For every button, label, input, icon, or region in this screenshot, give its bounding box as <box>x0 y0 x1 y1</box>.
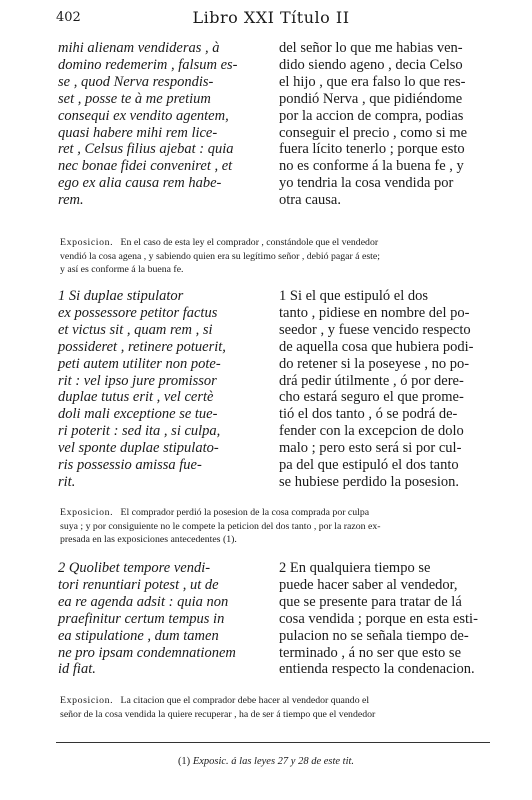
exposicion-1 <box>60 506 490 547</box>
footnote <box>0 756 532 767</box>
latin-line: et victus sit , quam rem , si <box>58 321 213 338</box>
spanish-line: do retener si la poseyese , no po- <box>279 355 470 372</box>
latin-line: se , quod Nerva respondis- <box>58 73 214 90</box>
spanish-line: conseguir el precio , como si me <box>279 124 468 141</box>
exposicion-line: suya ; y por consiguiente no le compete la peticion del dos tanto , por la razon ex- <box>60 520 381 532</box>
latin-line: duplae tutus erit , vel certè <box>58 389 214 406</box>
latin-column-2 <box>58 560 268 678</box>
spanish-line: por la accion de compra, podias <box>279 107 464 124</box>
spanish-line: el hijo , que era falso lo que res- <box>279 73 466 90</box>
latin-line: praefinitur certum tempus in <box>58 610 225 627</box>
latin-line: ne pro ipsam condemnationem <box>58 644 236 661</box>
exposicion-text: La citacion que el comprador debe hacer al vendedor quando el <box>120 695 370 706</box>
page-header <box>56 8 486 30</box>
exposicion-line: señor de la cosa vendida la quiere recuperar , ha de ser á tiempo que el vendedor <box>60 708 376 720</box>
latin-line: rit : vel ipso jure promissor <box>58 372 217 389</box>
latin-line: ris possessio amissa fue- <box>58 457 202 474</box>
latin-line: consequi ex vendito agentem, <box>58 107 229 124</box>
spanish-line: fuera lícito tenerlo ; porque esto <box>279 141 465 158</box>
latin-line: ego ex alia causa rem habe- <box>58 175 222 192</box>
spanish-line: terminado , á no ser que esto se <box>279 644 462 661</box>
latin-line: possideret , retinere potuerit, <box>58 338 226 355</box>
latin-column-1 <box>58 288 268 491</box>
spanish-line: cosa vendida ; porque en esta esti- <box>279 610 478 627</box>
latin-line: peti autem utiliter non pote- <box>58 355 221 372</box>
latin-line: tori renuntiari potest , ut de <box>58 576 219 593</box>
exposicion-label: Exposicion. <box>60 507 114 518</box>
spanish-column-2 <box>279 560 489 678</box>
spanish-line: 1 Si el que estipuló el dos <box>279 288 429 304</box>
spanish-line: tanto , pidiese en nombre del po- <box>279 304 470 321</box>
exposicion-text: En el caso de esta ley el comprador , constándole que el vendedor <box>120 237 379 248</box>
latin-line: mihi alienam vendideras , à <box>58 40 220 56</box>
exposicion-line: presada en las exposiciones antecedentes (1). <box>60 534 237 545</box>
spanish-line: malo ; pero esto será si por cul- <box>279 440 462 457</box>
page-number: 402 <box>56 10 81 25</box>
latin-line: ex possessore petitor factus <box>58 304 218 321</box>
spanish-column-0 <box>279 40 489 209</box>
spanish-line: pulacion no se señala tiempo de- <box>279 627 469 644</box>
footnote-rule <box>56 742 490 743</box>
spanish-line: se hubiese perdido la posesion. <box>279 473 460 490</box>
latin-line: set , posse te à me pretium <box>58 90 211 107</box>
spanish-line: de aquella cosa que hubiera podi- <box>279 338 474 355</box>
exposicion-line <box>60 506 490 520</box>
spanish-line: pa del que estipuló el dos tanto <box>279 457 459 474</box>
exposicion-label: Exposicion. <box>60 695 114 706</box>
exposicion-line: vendió la cosa agena , y sabiendo quien era su legítimo señor , debió pagar á este; <box>60 250 380 262</box>
spanish-line: cho estará seguro el que prome- <box>279 389 464 406</box>
spanish-line: yo tendria la cosa vendida por <box>279 175 454 192</box>
exposicion-line <box>60 694 490 708</box>
latin-line: vel sponte duplae stipulato- <box>58 440 219 457</box>
latin-line: ea stipulatione , dum tamen <box>58 627 219 644</box>
footnote-text: Exposic. á las leyes 27 y 28 de este tit. <box>192 756 355 767</box>
latin-line: id fiat. <box>58 661 96 678</box>
spanish-line: pondió Nerva , que pidiéndome <box>279 90 463 107</box>
spanish-line: tió el dos tanto , ó se podrá de- <box>279 406 458 423</box>
latin-line: rem. <box>58 192 84 209</box>
running-title: Libro XXI Título II <box>192 8 350 27</box>
latin-line: nec bonae fidei conveniret , et <box>58 158 233 175</box>
latin-line: rit. <box>58 473 76 490</box>
spanish-line: dido siendo ageno , decia Celso <box>279 56 463 73</box>
exposicion-line <box>60 236 490 250</box>
spanish-line: seedor , y fuese vencido respecto <box>279 321 471 338</box>
spanish-line: drá pedir útilmente , ó por dere- <box>279 372 464 389</box>
latin-line: ri poterit : sed ita , si culpa, <box>58 423 221 440</box>
spanish-line: 2 En qualquiera tiempo se <box>279 560 431 576</box>
spanish-line: otra causa. <box>279 192 341 209</box>
latin-line: quasi habere mihi rem lice- <box>58 124 218 141</box>
spanish-line: del señor lo que me habias ven- <box>279 40 463 56</box>
spanish-line: fender con la excepcion de dolo <box>279 423 464 440</box>
spanish-line: que se presente para tratar de lá <box>279 593 462 610</box>
spanish-column-1 <box>279 288 489 491</box>
spanish-line: puede hacer saber al vendedor, <box>279 576 458 593</box>
latin-line: domino redemerim , falsum es- <box>58 56 238 73</box>
latin-line: ret , Celsus filius ajebat : quia <box>58 141 234 158</box>
exposicion-line: y así es conforme á la buena fe. <box>60 264 184 275</box>
latin-line: 2 Quolibet tempore vendi- <box>58 560 211 576</box>
exposicion-label: Exposicion. <box>60 237 114 248</box>
exposicion-2 <box>60 694 490 721</box>
latin-line: doli mali exceptione se tue- <box>58 406 218 423</box>
exposicion-text: El comprador perdió la posesion de la cosa comprada por culpa <box>120 507 370 518</box>
spanish-line: entienda respecto la condenacion. <box>279 661 475 678</box>
spanish-line: no es conforme á la buena fe , y <box>279 158 464 175</box>
footnote-number: (1) <box>177 756 191 767</box>
latin-line: 1 Si duplae stipulator <box>58 288 184 304</box>
latin-column-0 <box>58 40 268 209</box>
latin-line: ea re agenda adsit : quia non <box>58 593 229 610</box>
exposicion-0 <box>60 236 490 277</box>
